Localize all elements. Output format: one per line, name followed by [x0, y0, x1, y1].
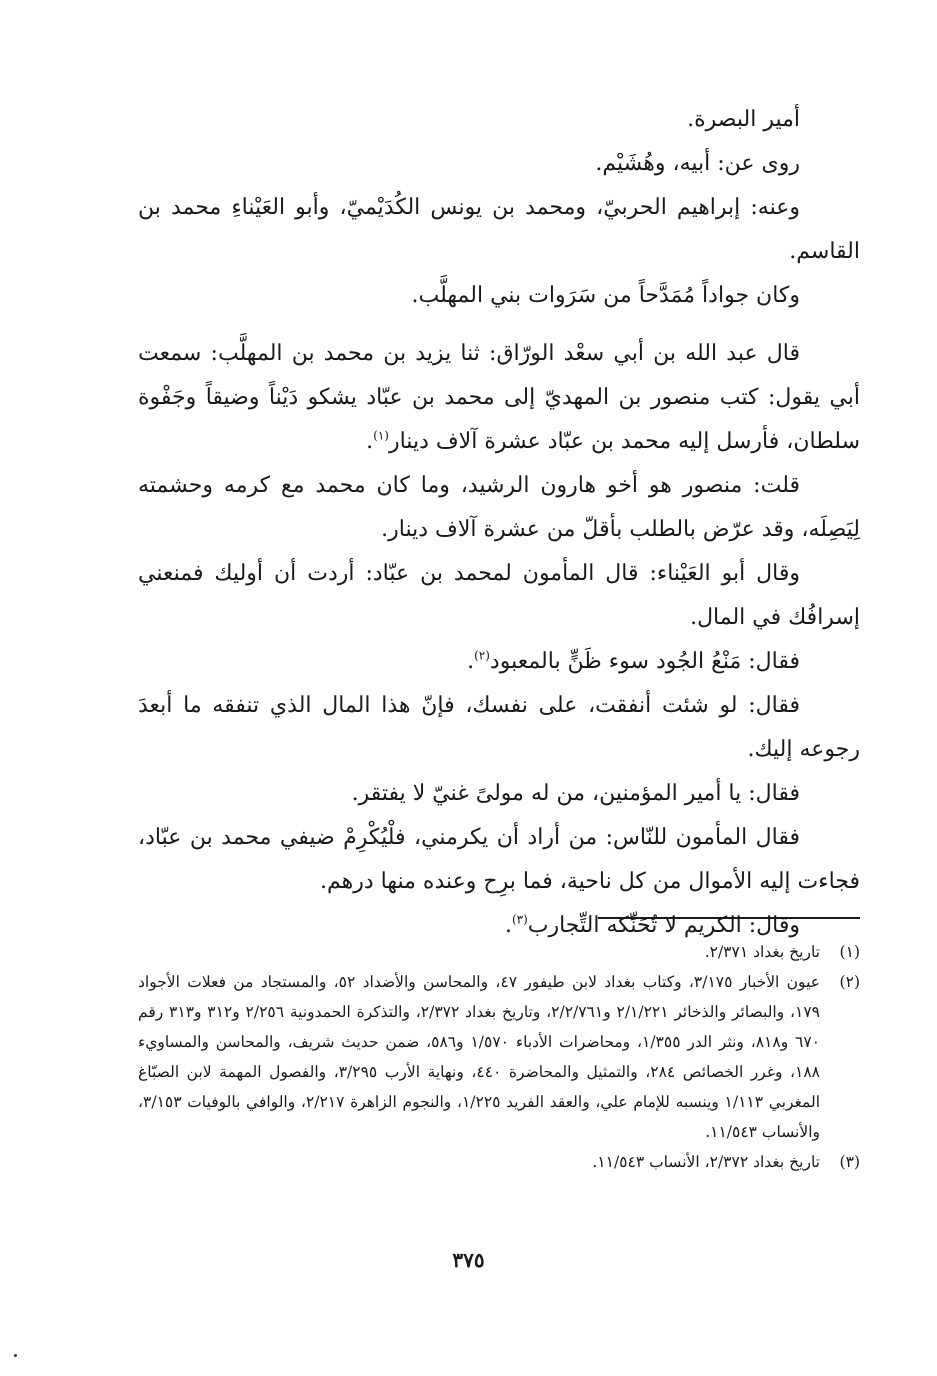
paragraph-text: قال عبد الله بن أبي سعْد الورّاق: ثنا يزيد بن محمد بن المهلَّب: سمعت أبي يقول: كتب منصور بن المهديّ إلى محمد بن عبّاد يشكو دَيْناً وضيقاً وجَفْوة سلطان، فأرسل إليه محمد بن عبّاد عشرة آلاف دينار [138, 341, 860, 454]
paragraph: فقال: لو شئت أنفقت، على نفسك، فإنّ هذا المال الذي تنفقه ما أبعدَ رجوعه إليك. [138, 693, 860, 762]
paragraph: فقال المأمون للنّاس: من أراد أن يكرمني، فلْيُكْرِمْ ضيفي محمد بن عبّاد، فجاءت إليه الأموال من كل ناحية، فما برِح وعنده منها درهم. [138, 825, 860, 894]
footnotes [138, 937, 860, 1177]
footnote-text: عيون الأخبار ٣/١٧٥، وكتاب بغداد لابن طيفور ٤٧، والمحاسن والأضداد ٥٢، والمستجاد من فعلات الأجواد ١٧٩، والبصائر والذخائر ٢/١/٢٢١ و٢/٢/٧٦١، وتاريخ بغداد ٢/٣٧٢، والتذكرة الحمدونية ٢/٢٥٦ و٣١٢ و٣١٣ رقم ٦٧٠ و٨١٨، ونثر الدر ١/٣٥٥، ومحاضرات الأدباء ١/٥٧٠ و٥٨٦، ضمن حديث شريف، والمحاسن والمساويء ١٨٨، وغرر الخصائص ٢٨٤، والتمثيل والمحاضرة ٤٤٠، ونهاية الأرب ٣/٢٩٥، والفصول المهمة لابن الصبّاغ المغربي ١/١١٣ وينسبه للإمام علي، والعقد الفريد ١/٢٢٥، والنجوم الزاهرة ٢/٢١٧، والوافي بالوفيات ٣/١٥٣، والأنساب ١١/٥٤٣. [138, 973, 820, 1141]
footnote [138, 1147, 860, 1177]
paragraph: أمير البصرة. [687, 107, 800, 132]
period: . [366, 429, 374, 454]
period: . [504, 913, 512, 938]
paragraph: قلت: منصور هو أخو هارون الرشيد، وما كان محمد مع كرمه وحشمته لِيَصِلَه، وقد عرّض بالطلب بأقلّ من عشرة آلاف دينار. [138, 473, 860, 542]
page-number: ٣٧٥ [452, 1248, 485, 1272]
footnote-number: (١) [839, 943, 860, 961]
footnote [138, 967, 860, 1147]
footnote [138, 937, 860, 967]
paragraph: وقال أبو العَيْناء: قال المأمون لمحمد بن عبّاد: أردت أن أوليك فمنعني إسرافُك في المال. [138, 561, 860, 630]
footnote-number: (٣) [839, 1153, 860, 1171]
scan-speck [14, 1354, 17, 1357]
paragraph: وكان جواداً مُمَدَّحاً من سَرَوات بني المهلَّب. [411, 283, 800, 308]
footnote-text: تاريخ بغداد ٢/٣٧٢، الأنساب ١١/٥٤٣. [592, 1153, 820, 1171]
footnote-marker: (٣) [511, 912, 528, 927]
main-text [138, 98, 860, 948]
paragraph-text: فقال: مَنْعُ الجُود سوء ظَنٍّ بالمعبود [489, 649, 800, 674]
paragraph [138, 332, 860, 464]
footnote-marker: (٢) [474, 648, 490, 663]
paragraph: وعنه: إبراهيم الحربيّ، ومحمد بن يونس الكُدَيْميّ، وأبو العَيْناءِ محمد بن القاسم. [138, 195, 860, 264]
footnote-text: تاريخ بغداد ٢/٣٧١. [704, 943, 820, 961]
paragraph: روى عن: أبيه، وهُشَيْم. [595, 151, 800, 176]
period: . [467, 649, 475, 674]
footnote-number: (٢) [839, 973, 860, 991]
footnote-marker: (١) [373, 428, 389, 443]
paragraph: فقال: يا أمير المؤمنين، من له مولىً غنيّ لا يفتقر. [351, 781, 800, 806]
paragraph [138, 640, 860, 684]
footnote-separator [598, 917, 860, 919]
paragraph-text: وقال: الكريم لا تُحَنِّكه التِّجارب [527, 913, 800, 938]
